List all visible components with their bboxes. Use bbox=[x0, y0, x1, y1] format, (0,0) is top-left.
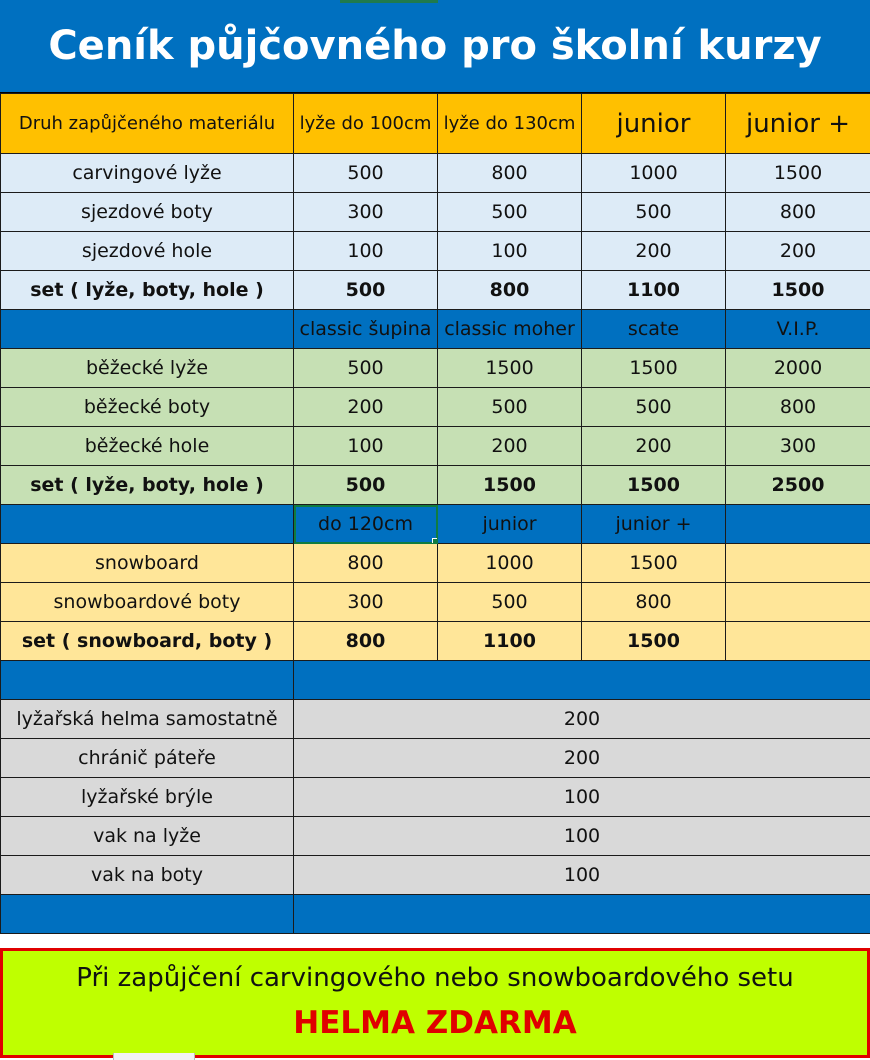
price-cell[interactable]: 100 bbox=[294, 232, 438, 271]
item-name[interactable]: vak na lyže bbox=[1, 817, 294, 856]
table-row-set bbox=[1, 622, 870, 661]
table-row bbox=[1, 193, 870, 232]
empty-cell[interactable] bbox=[1, 895, 294, 934]
price-cell[interactable]: 800 bbox=[294, 622, 438, 661]
price-cell[interactable]: 200 bbox=[294, 700, 870, 739]
section-footer-spacer bbox=[1, 895, 870, 934]
price-cell[interactable]: 100 bbox=[294, 856, 870, 895]
price-cell[interactable]: 500 bbox=[438, 193, 582, 232]
item-name[interactable]: běžecké boty bbox=[1, 388, 294, 427]
section-header-extras bbox=[1, 661, 870, 700]
sheet-tab[interactable] bbox=[113, 1053, 195, 1060]
header-scate[interactable]: scate bbox=[582, 310, 726, 349]
item-name[interactable]: sjezdové boty bbox=[1, 193, 294, 232]
table-row bbox=[1, 154, 870, 193]
price-cell[interactable]: 1100 bbox=[582, 271, 726, 310]
price-cell[interactable]: 200 bbox=[582, 232, 726, 271]
price-cell[interactable]: 1500 bbox=[582, 466, 726, 505]
item-name[interactable]: sjezdové hole bbox=[1, 232, 294, 271]
price-list-title: Ceník půjčovného pro školní kurzy bbox=[0, 0, 870, 93]
section-header-cross-country bbox=[1, 310, 870, 349]
price-cell[interactable]: 300 bbox=[294, 583, 438, 622]
header-row bbox=[1, 94, 870, 154]
price-cell[interactable]: 1500 bbox=[582, 544, 726, 583]
cell-text: do 120cm bbox=[318, 513, 413, 535]
empty-cell[interactable] bbox=[726, 583, 870, 622]
table-row bbox=[1, 739, 870, 778]
header-ski-130[interactable]: lyže do 130cm bbox=[438, 94, 582, 154]
empty-cell[interactable] bbox=[1, 310, 294, 349]
promo-highlight: HELMA ZDARMA bbox=[293, 1005, 577, 1041]
header-do-120cm-selected-cell[interactable] bbox=[294, 505, 438, 544]
header-ski-100[interactable]: lyže do 100cm bbox=[294, 94, 438, 154]
price-cell[interactable]: 800 bbox=[438, 154, 582, 193]
price-cell[interactable]: 300 bbox=[726, 427, 870, 466]
table-row bbox=[1, 349, 870, 388]
empty-cell[interactable] bbox=[726, 505, 870, 544]
table-row bbox=[1, 817, 870, 856]
table-row bbox=[1, 232, 870, 271]
price-table bbox=[0, 93, 870, 934]
item-name[interactable]: set ( snowboard, boty ) bbox=[1, 622, 294, 661]
price-cell[interactable]: 500 bbox=[438, 583, 582, 622]
header-junior[interactable]: junior bbox=[582, 94, 726, 154]
price-cell[interactable]: 1000 bbox=[582, 154, 726, 193]
header-snow-junior-plus[interactable]: junior + bbox=[582, 505, 726, 544]
header-material[interactable]: Druh zapůjčeného materiálu bbox=[1, 94, 294, 154]
item-name[interactable]: snowboardové boty bbox=[1, 583, 294, 622]
empty-cell[interactable] bbox=[1, 505, 294, 544]
price-cell[interactable]: 1500 bbox=[726, 271, 870, 310]
empty-merged-cell[interactable] bbox=[294, 661, 870, 700]
price-cell[interactable]: 500 bbox=[294, 271, 438, 310]
price-cell[interactable]: 500 bbox=[294, 466, 438, 505]
header-vip[interactable]: V.I.P. bbox=[726, 310, 870, 349]
price-cell[interactable]: 100 bbox=[294, 817, 870, 856]
price-cell[interactable]: 500 bbox=[582, 193, 726, 232]
table-row bbox=[1, 778, 870, 817]
table-row bbox=[1, 856, 870, 895]
header-junior-plus[interactable]: junior + bbox=[726, 94, 870, 154]
item-name[interactable]: snowboard bbox=[1, 544, 294, 583]
price-cell[interactable]: 200 bbox=[294, 388, 438, 427]
table-row bbox=[1, 583, 870, 622]
price-cell[interactable]: 200 bbox=[726, 232, 870, 271]
price-cell[interactable]: 1500 bbox=[438, 349, 582, 388]
table-row bbox=[1, 388, 870, 427]
price-cell[interactable]: 1500 bbox=[582, 622, 726, 661]
price-cell[interactable]: 500 bbox=[438, 388, 582, 427]
promo-text: Při zapůjčení carvingového nebo snowboardového setu bbox=[76, 963, 794, 993]
item-name[interactable]: carvingové lyže bbox=[1, 154, 294, 193]
header-classic-supina[interactable]: classic šupina bbox=[294, 310, 438, 349]
price-cell[interactable]: 500 bbox=[294, 349, 438, 388]
empty-cell[interactable] bbox=[1, 661, 294, 700]
price-cell[interactable]: 100 bbox=[294, 427, 438, 466]
price-cell[interactable]: 800 bbox=[726, 388, 870, 427]
table-row bbox=[1, 700, 870, 739]
price-cell[interactable]: 200 bbox=[294, 739, 870, 778]
price-cell[interactable]: 2000 bbox=[726, 349, 870, 388]
price-cell[interactable]: 200 bbox=[582, 427, 726, 466]
table-row bbox=[1, 544, 870, 583]
price-cell[interactable]: 100 bbox=[438, 232, 582, 271]
empty-merged-cell[interactable] bbox=[294, 895, 870, 934]
item-name[interactable]: lyžařská helma samostatně bbox=[1, 700, 294, 739]
item-name[interactable]: chránič páteře bbox=[1, 739, 294, 778]
header-classic-moher[interactable]: classic moher bbox=[438, 310, 582, 349]
empty-cell[interactable] bbox=[726, 544, 870, 583]
table-row-set bbox=[1, 271, 870, 310]
item-name[interactable]: běžecké lyže bbox=[1, 349, 294, 388]
price-cell[interactable]: 200 bbox=[438, 427, 582, 466]
item-name[interactable]: vak na boty bbox=[1, 856, 294, 895]
item-name[interactable]: lyžařské brýle bbox=[1, 778, 294, 817]
price-cell[interactable]: 1000 bbox=[438, 544, 582, 583]
price-cell[interactable]: 800 bbox=[726, 193, 870, 232]
table-row-set bbox=[1, 466, 870, 505]
item-name[interactable]: set ( lyže, boty, hole ) bbox=[1, 271, 294, 310]
price-cell[interactable]: 1500 bbox=[726, 154, 870, 193]
promo-banner bbox=[0, 948, 870, 1058]
price-cell[interactable]: 500 bbox=[582, 388, 726, 427]
price-cell[interactable]: 800 bbox=[294, 544, 438, 583]
column-header-highlight bbox=[340, 0, 438, 3]
price-cell[interactable]: 500 bbox=[294, 154, 438, 193]
item-name[interactable]: běžecké hole bbox=[1, 427, 294, 466]
empty-cell[interactable] bbox=[726, 622, 870, 661]
price-cell[interactable]: 1500 bbox=[582, 349, 726, 388]
price-cell[interactable]: 300 bbox=[294, 193, 438, 232]
price-cell[interactable]: 800 bbox=[582, 583, 726, 622]
price-cell[interactable]: 2500 bbox=[726, 466, 870, 505]
price-cell[interactable]: 1100 bbox=[438, 622, 582, 661]
fill-handle[interactable] bbox=[432, 538, 438, 544]
section-header-snowboard bbox=[1, 505, 870, 544]
header-snow-junior[interactable]: junior bbox=[438, 505, 582, 544]
price-cell[interactable]: 800 bbox=[438, 271, 582, 310]
price-cell[interactable]: 100 bbox=[294, 778, 870, 817]
item-name[interactable]: set ( lyže, boty, hole ) bbox=[1, 466, 294, 505]
price-cell[interactable]: 1500 bbox=[438, 466, 582, 505]
table-row bbox=[1, 427, 870, 466]
